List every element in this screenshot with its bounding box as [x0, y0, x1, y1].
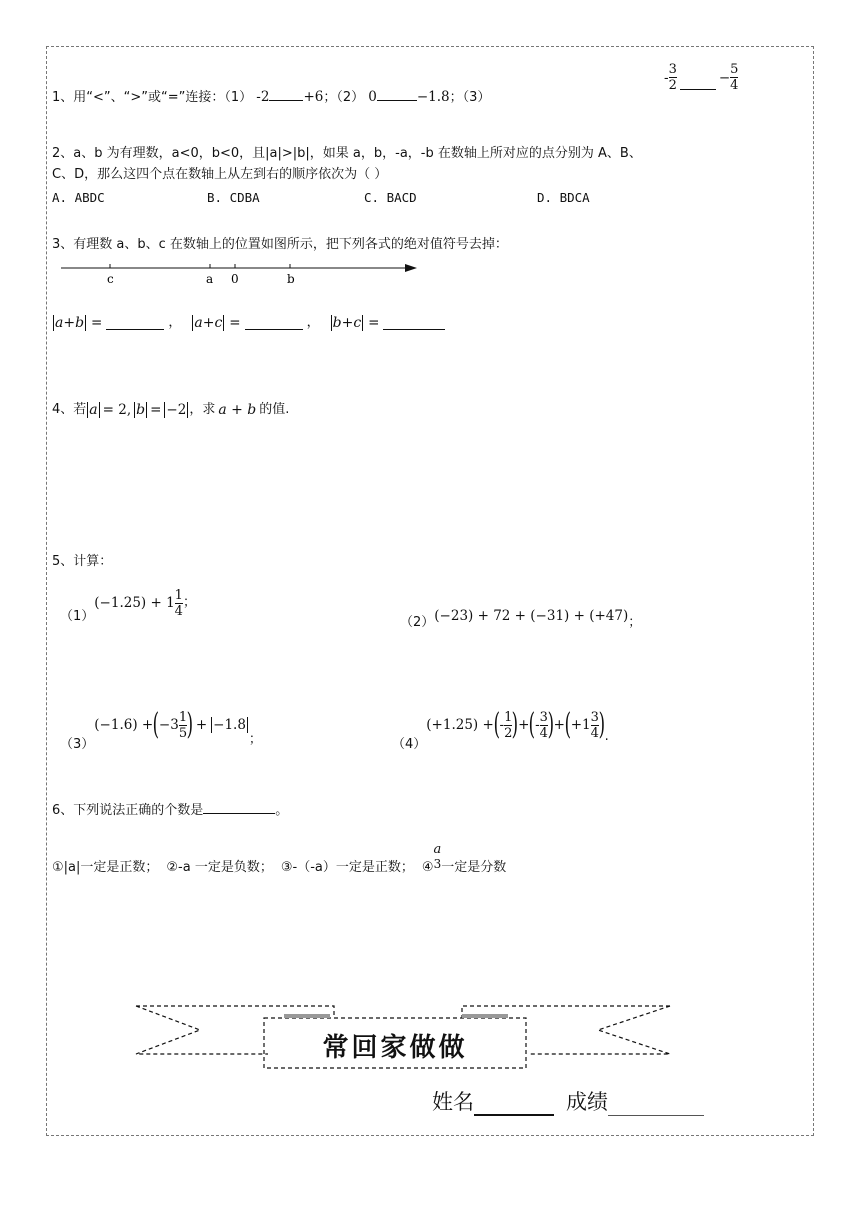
q1-part3	[664, 62, 738, 93]
q6-statement-1: ①|a|一定是正数；	[52, 860, 159, 875]
q2-line-1: 2、a、b 为有理数，a<0，b<0，且|a|>|b|，如果 a，b，-a，-b 在数轴上所对应的点分别为 A、B、	[52, 146, 642, 161]
ribbon-fold-right	[462, 1014, 508, 1018]
label-b: b	[287, 272, 295, 286]
q6-statement-4-frac: a 3	[433, 842, 442, 871]
q5-p3-frac: $\frac{1}{5}$	[178, 709, 188, 741]
q5-part-1: （1） (−1.25) + 1 $\frac{1}{4}$ ；	[60, 587, 196, 624]
ribbon-fold-left	[284, 1014, 330, 1018]
question-1	[52, 88, 490, 107]
q3-text: 3、有理数 a、b、c 在数轴上的位置如图所示，把下列各式的绝对值符号去掉：	[52, 237, 508, 252]
ribbon-right-tail	[528, 1006, 670, 1054]
q2-line-2: C、D，那么这四个点在数轴上从左到右的顺序依次为（ ）	[52, 167, 388, 182]
q1-part1-right: +6	[303, 89, 324, 105]
q6-statement-2: ②-a 一定是负数；	[166, 860, 273, 875]
axis-arrow	[405, 264, 417, 272]
name-field[interactable]	[474, 1092, 554, 1116]
q6-statement-4-suffix: 一定是分数	[441, 860, 507, 875]
q1-blank-3[interactable]	[680, 77, 716, 90]
q1-part1-left: -2	[256, 89, 270, 105]
question-6: 6、下列说法正确的个数是 。	[52, 803, 289, 818]
q5-part-2: （2） (−23) + 72 + (−31) + (+47) ；	[400, 608, 642, 630]
q1-p3-right-frac: $\frac{5}{4}$	[730, 62, 739, 93]
q6-statement-3: ③-（-a）一定是正数；	[280, 860, 414, 875]
q4-expr: a + b	[218, 402, 257, 418]
q4-suffix: 的值.	[259, 402, 290, 417]
q5-p1-frac: $\frac{1}{4}$	[174, 587, 183, 619]
q2-option-d[interactable]: D. BDCA	[537, 190, 590, 205]
score-label: 成绩	[566, 1090, 608, 1114]
sign-area	[432, 1086, 704, 1116]
q6-statement-4-prefix: ④	[421, 860, 434, 875]
q3-expr-2: a+c	[194, 315, 223, 331]
question-4: 4、若 a = 2, b = −2 ，求 a + b 的值.	[52, 402, 290, 418]
q3-blank-1[interactable]	[106, 317, 164, 330]
q1-part2-left: 0	[368, 89, 377, 105]
q5-part-4: （4） (+1.25) + ( - $\frac{1}{2}$ ) + ( - $\frac{3}{4}$ ) + ( +1 $\frac{3}{4}$ ) .	[392, 707, 609, 752]
q1-p3-right-sign: −	[718, 69, 731, 86]
q5-title: 5、计算：	[52, 554, 113, 569]
q3-expr-3: b+c	[332, 315, 362, 331]
q3-number-line	[55, 258, 425, 288]
q3-expr-1: a+b	[55, 315, 85, 331]
score-field[interactable]	[608, 1093, 704, 1116]
q1-p3-left-frac: $\frac{3}{2}$	[668, 62, 677, 93]
q5-p4-frac-1: $\frac{1}{2}$	[504, 709, 513, 741]
q1-blank-1[interactable]	[269, 88, 303, 101]
q5-part-3: （3） (−1.6) + ( −3 $\frac{1}{5}$ ) + −1.8 ；	[60, 707, 262, 752]
q1-blank-2[interactable]	[377, 88, 417, 101]
q6-statements	[52, 826, 506, 888]
q5-p4-frac-2: $\frac{3}{4}$	[539, 709, 548, 741]
q1-sep2: ；（3）	[449, 90, 491, 105]
q2-option-c[interactable]: C. BACD	[364, 190, 417, 205]
q4-mid: ，求	[189, 402, 216, 417]
q3-blank-3[interactable]	[383, 317, 445, 330]
q3-blank-2[interactable]	[245, 317, 303, 330]
q2-option-a[interactable]: A. ABDC	[52, 190, 105, 205]
q6-text: 6、下列说法正确的个数是	[52, 803, 204, 818]
label-c: c	[107, 272, 114, 286]
q1-prefix: 1、用“<”、“>”或“=”连接：（1）	[52, 90, 253, 105]
ribbon-left-tail	[136, 1006, 268, 1054]
q5-p4-frac-3: $\frac{3}{4}$	[590, 709, 599, 741]
label-0: 0	[231, 272, 239, 286]
q4-prefix: 4、若	[52, 402, 87, 417]
q6-blank[interactable]	[203, 801, 275, 814]
q1-p3-left-sign: -	[664, 69, 669, 86]
q1-part2-right: −1.8	[416, 89, 450, 105]
label-a: a	[206, 272, 214, 286]
banner-title: 常回家做做	[322, 1033, 468, 1063]
q2-option-b[interactable]: B. CDBA	[207, 190, 260, 205]
name-label: 姓名	[432, 1090, 474, 1114]
q3-expressions: a+b = ， a+c = ， b+c =	[52, 314, 445, 332]
q1-sep1: ；（2）	[323, 90, 365, 105]
